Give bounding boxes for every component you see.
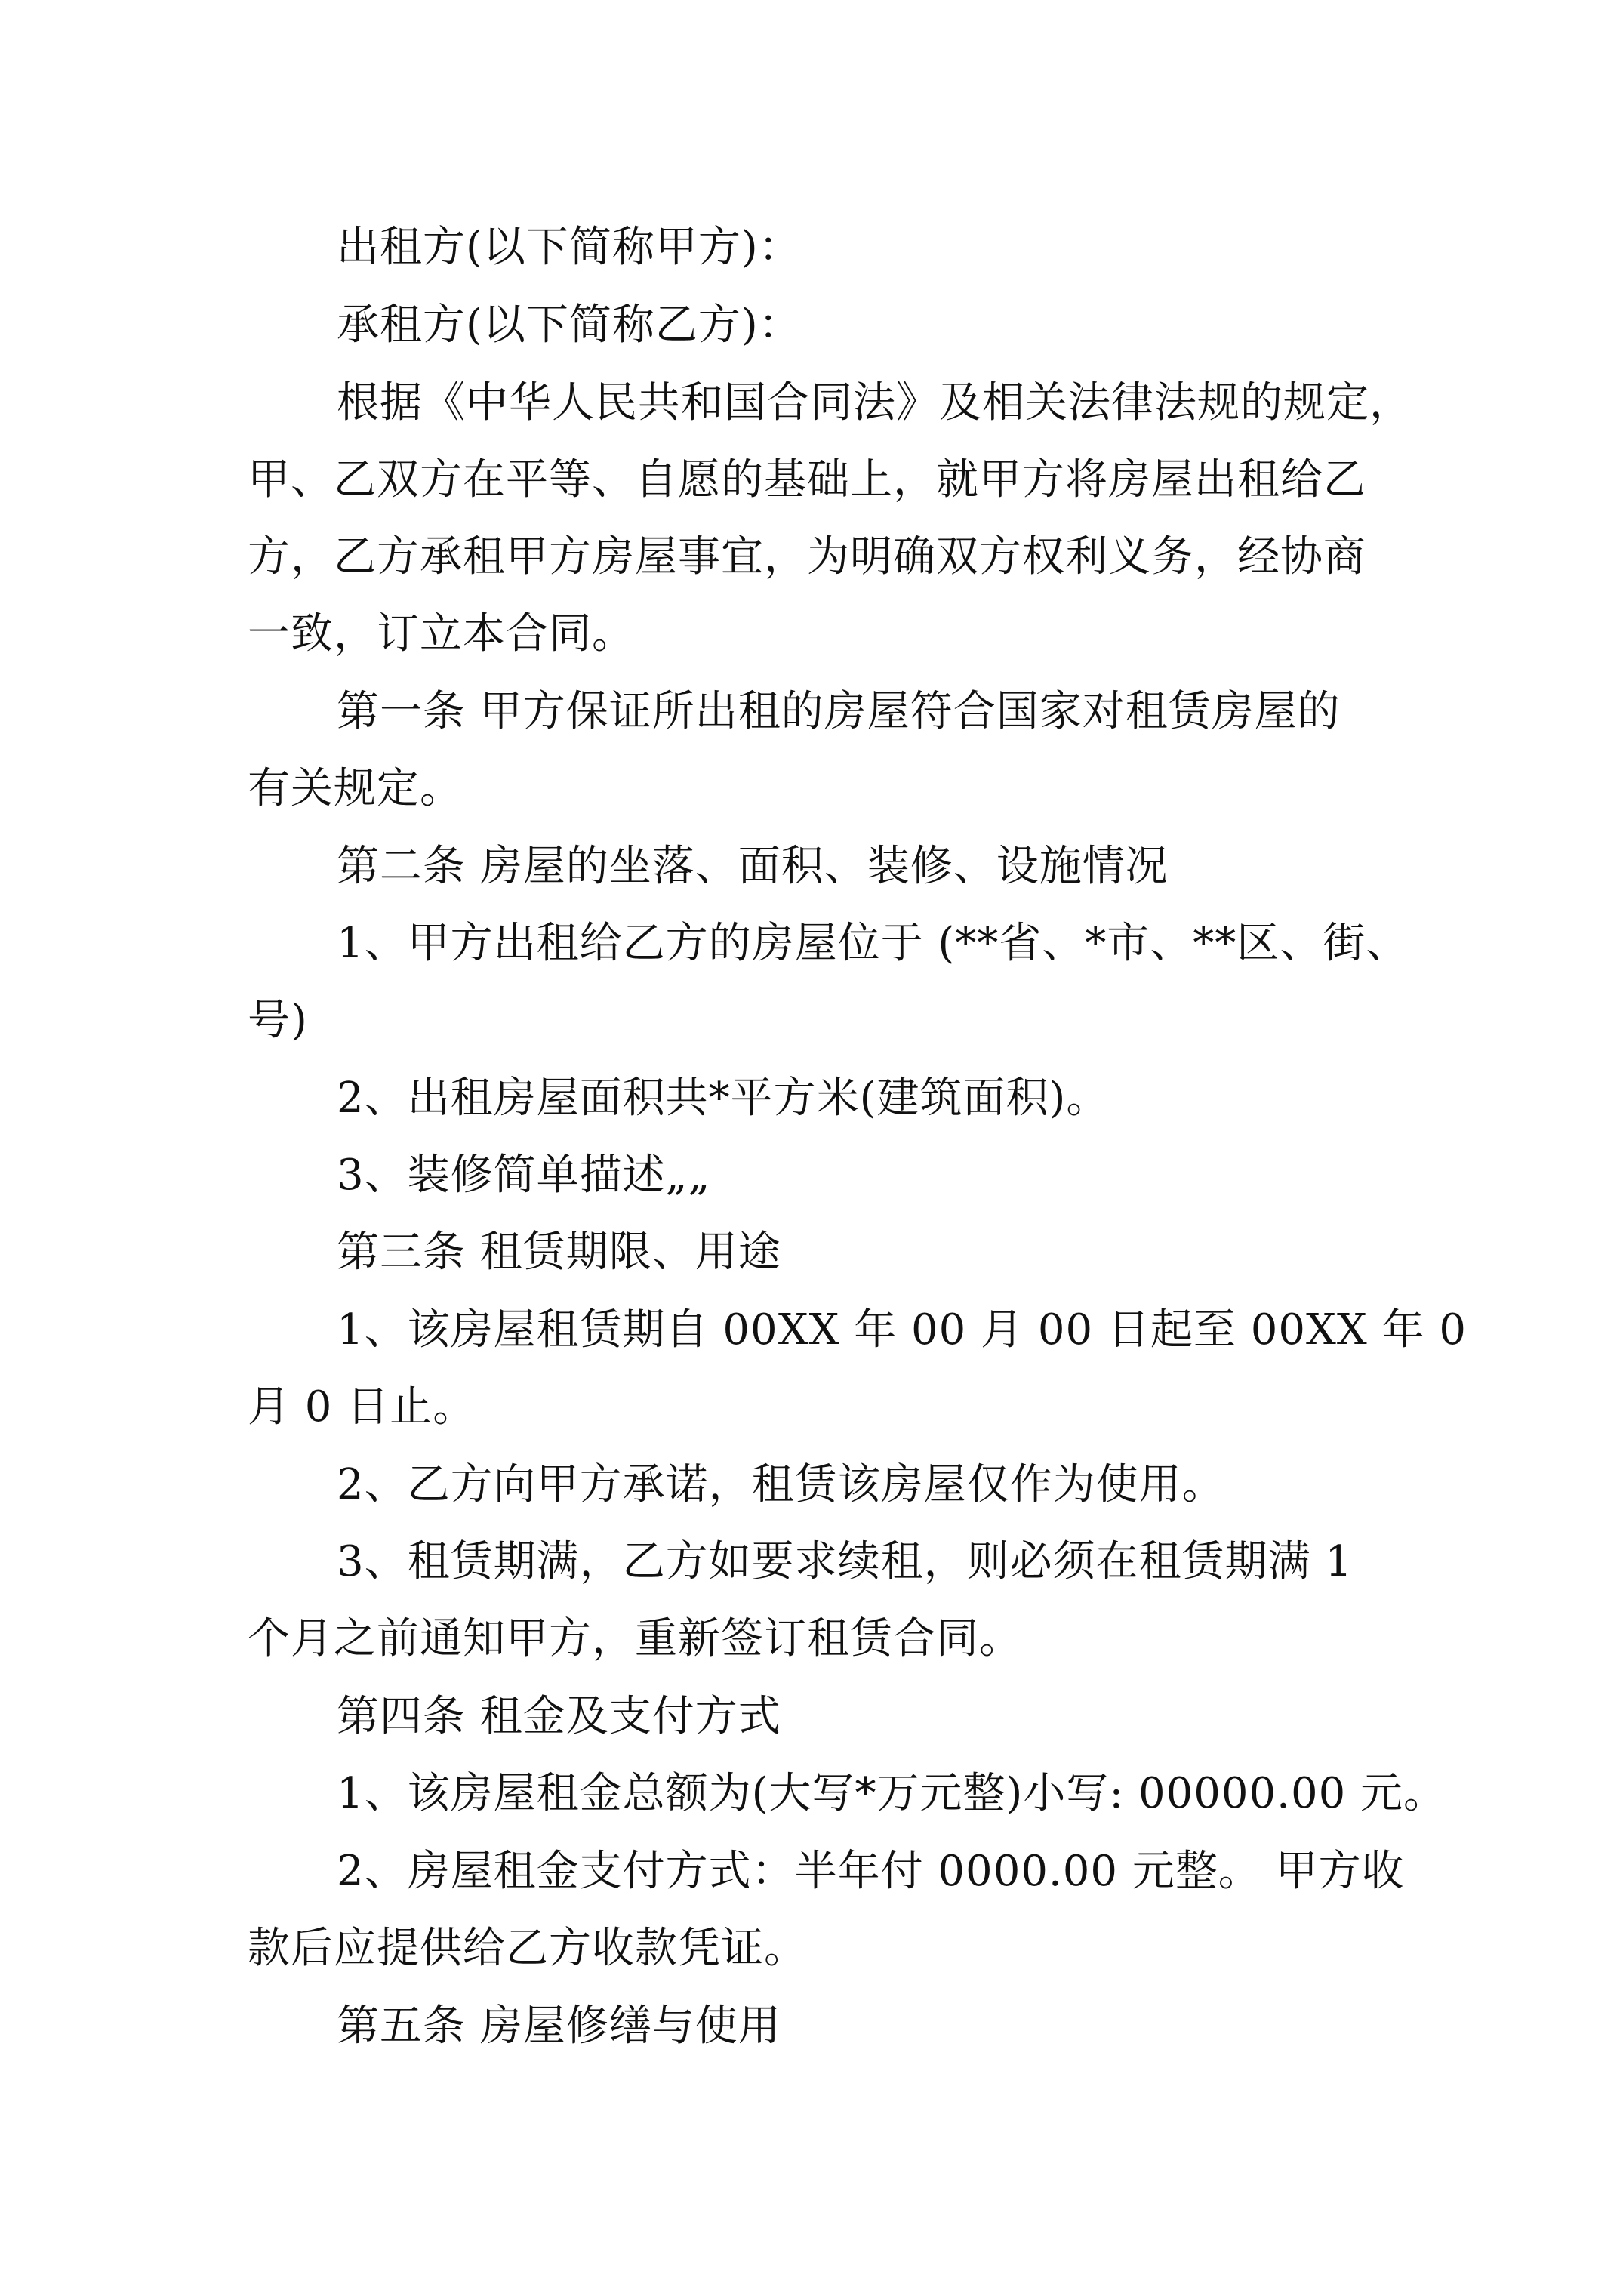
- article-3-item-3-line-2: 个月之前通知甲方，重新签订租赁合同。: [248, 1614, 1022, 1663]
- article-4-item-2-line-1: 2、房屋租金支付方式：半年付 0000.00 元整。 甲方收: [337, 1847, 1405, 1896]
- lessor-line: 出租方(以下简称甲方)：: [337, 223, 802, 272]
- article-4-heading: 第四条 租金及支付方式: [337, 1692, 781, 1741]
- article-2-item-2: 2、出租房屋面积共*平方米(建筑面积)。: [337, 1074, 1110, 1123]
- article-2-item-3: 3、装修简单描述„„: [337, 1151, 711, 1200]
- article-1-line-2: 有关规定。: [248, 764, 463, 813]
- preamble-line-1: 根据《中华人民共和国合同法》及相关法律法规的规定，: [337, 378, 1412, 427]
- article-3-item-3-line-1: 3、租赁期满，乙方如要求续租，则必须在租赁期满 1: [337, 1537, 1354, 1586]
- article-3-heading: 第三条 租赁期限、用途: [337, 1228, 781, 1277]
- article-3-item-2: 2、乙方向甲方承诺，租赁该房屋仅作为使用。: [337, 1460, 1225, 1509]
- article-2-heading: 第二条 房屋的坐落、面积、装修、设施情况: [337, 842, 1169, 891]
- preamble-line-4: 一致，订立本合同。: [248, 609, 635, 658]
- preamble-line-2: 甲、乙双方在平等、自愿的基础上，就甲方将房屋出租给乙: [248, 455, 1366, 504]
- article-2-item-1-line-1: 1、甲方出租给乙方的房屋位于 (**省、*市、**区、街、: [337, 919, 1409, 968]
- article-2-item-1-line-2: 号): [248, 996, 308, 1045]
- article-5-heading: 第五条 房屋修缮与使用: [337, 2002, 781, 2051]
- preamble-line-3: 方，乙方承租甲方房屋事宜，为明确双方权利义务，经协商: [248, 532, 1366, 581]
- lessee-line: 承租方(以下简称乙方)：: [337, 300, 802, 350]
- article-3-item-1-line-2: 月 0 日止。: [248, 1382, 476, 1432]
- article-4-item-1: 1、该房屋租金总额为(大写*万元整)小写: 00000.00 元。: [337, 1769, 1446, 1818]
- article-4-item-2-line-2: 款后应提供给乙方收款凭证。: [248, 1924, 807, 1973]
- article-1-line-1: 第一条 甲方保证所出租的房屋符合国家对租赁房屋的: [337, 687, 1341, 736]
- article-3-item-1-line-1: 1、该房屋租赁期自 00XX 年 00 月 00 日起至 00XX 年 0: [337, 1305, 1467, 1354]
